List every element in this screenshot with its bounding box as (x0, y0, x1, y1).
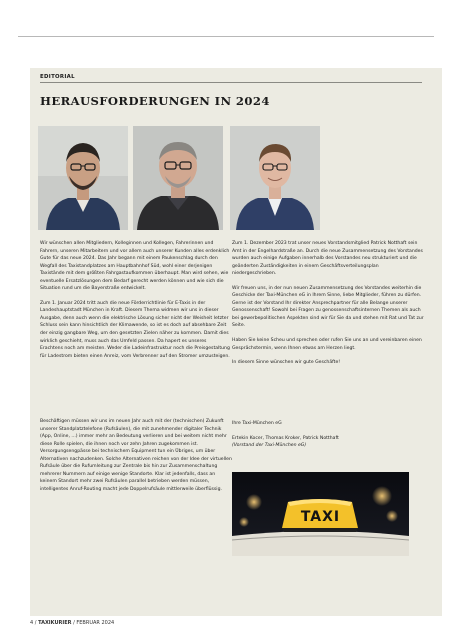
paragraph: In diesem Sinne wünschen wir gute Geschäfte! (232, 360, 341, 366)
portrait-photo-2 (133, 126, 223, 230)
footer-separator-1: / (34, 620, 39, 626)
page-number: 4 (30, 620, 34, 626)
paragraph: Zum 1. Dezember 2023 trat unser neues Vorstandsmitglied Patrick Notthaft sein Amt in der Engelhardstraße an. Durch die neue Zusammensetzung des Vorstandes wurden auch einige Aufgaben innerhalb des Vorstandes neu strukturiert und die geänderten Zuständigkeiten in einem Geschäftsverteilungsplan niedergeschrieben. (232, 241, 423, 277)
section-divider (40, 82, 422, 83)
left-column-lower (40, 418, 232, 493)
portrait-photo-1 (38, 126, 128, 230)
top-rule (18, 36, 434, 37)
signature-block (232, 420, 424, 450)
magazine-name: TAXIKURIER (38, 620, 72, 626)
page-footer (30, 620, 114, 626)
portrait-photo-3 (230, 126, 320, 230)
paragraph: Beschäftigen müssen wir uns im neuen Jahr auch mit der (technischen) Zukunft unserer Standplatztelefone (Rufsäulen), die mit zunehmender digitaler Technik (App, Online, ...) immer mehr an Bedeutung verlieren und bei weitem nicht mehr diese Rolle spielen, die ihnen noch vor zehn Jahren zugekommen ist. Versorgungsengpässe bei technischem Equipment tun ein Übriges, um über Alternativen nachzudenken. Solche Alternativen reichen von der Idee der virtuellen Rufsäule über die Rufumleitung zur Zentrale bis hin zur Zusammenschaltung mehrerer Nummern auf einige wenige Standorte. Klar ist jedenfalls, dass an keinem Standort mehr zwei Rufsäulen parallel betrieben werden müssen, intelligentes Anruf-Routing macht jede Doppelrufsäule mittlerweile überflüssig. (40, 419, 232, 492)
paragraph: Wir freuen uns, in der nun neuen Zusammensetzung des Vorstandes weiterhin die Geschicke der Taxi-München eG in Ihrem Sinne, liebe Mitglieder, führen zu dürfen. Gerne ist der Vorstand Ihr direkter Ansprechpartner für alle Belange unserer Genossenschaft! Sowohl bei Fragen zu genossenschaftsinternen Themen als auch bei gewerbepolitischen Aspekten sind wir für Sie da und stehen mit Rat und Tat zur Seite. (232, 285, 424, 329)
footer-separator-2: / (73, 620, 77, 626)
taxi-sign-text: TAXI (300, 509, 341, 525)
issue-date: FEBRUAR 2024 (76, 620, 115, 626)
taxi-sign-photo (232, 472, 409, 556)
right-column (232, 240, 424, 367)
paragraph: Wir wünschen allen Mitgliedern, Kolleginnen und Kollegen, Fahrerinnen und Fahrern, unseren Mitarbeitern und vor allem auch unserer Kunden alles erdenklich Gute für das neue 2024. Das Jahr begann mit einem Paukenschlag durch den Wegfall des Taxistandplatzes am Hauptbahnhof Süd, wohl einer derjenigen Taxistände mit dem größten Fahrgastaufkommen überhaupt. Man wird sehen, wie eventuelle Ersatzlösungen dem Bedarf gerecht werden können und wie sich die Situation rund um die Bayerstraße entwickelt. (40, 241, 230, 292)
paragraph: Zum 1. Januar 2024 tritt auch die neue Förderrichtlinie für E-Taxis in der Landeshauptstadt München in Kraft. Diesem Thema widmen wir uns in dieser Ausgabe, denn auch wenn die elektrische Lösung sicher nicht der Weisheit letzter Schluss sein kann hinsichtlich der Klimawende, so ist es doch auf absehbare Zeit der einzig gangbare Weg, um den gesetzten Zielen näher zu kommen. Damit dies wirklich geschieht, muss auch das Umfeld passen. Da hapert es unseres Erachtens noch am meisten. Weder die Ladeinfrastruktur noch die Preisgestaltung für Ladestrom bieten einen Anreiz, vom Verbrenner auf den Stromer umzusteigen. (40, 300, 230, 359)
paragraph: Haben Sie keine Scheu und sprechen oder rufen Sie uns an und vereinbaren einen Gesprächstermin, wenn Ihnen etwas am Herzen liegt. (232, 338, 422, 351)
left-column (40, 240, 230, 360)
signatories: Ertekin Kocer, Thomas Kroker, Patrick Notthaft (232, 435, 339, 441)
signatories-role: (Vorstand der Taxi-München eG) (232, 443, 307, 449)
section-label: EDITORIAL (40, 74, 75, 80)
closing-line: Ihre Taxi-München eG (232, 421, 282, 426)
article-headline: HERAUSFORDERUNGEN IN 2024 (40, 94, 270, 108)
